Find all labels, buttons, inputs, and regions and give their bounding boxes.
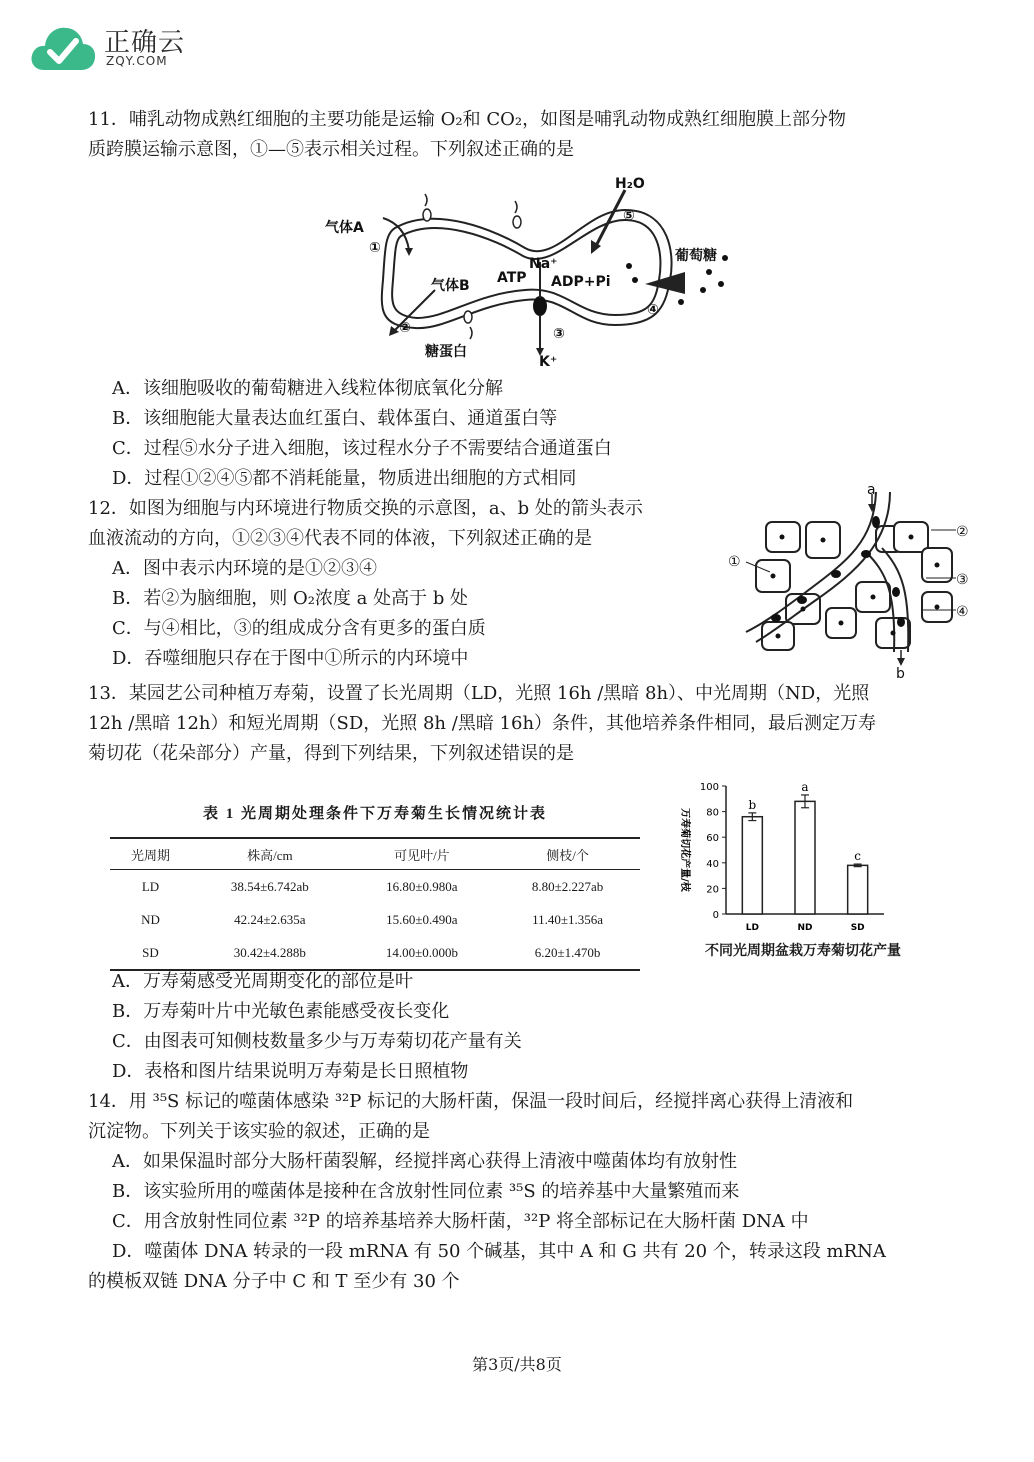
glycoprotein-label: 糖蛋白	[425, 344, 467, 360]
tissue-exchange-diagram	[726, 482, 976, 680]
q12-option-c: C．与④相比，③的组成成分含有更多的蛋白质	[112, 618, 486, 639]
q12-option-b: B．若②为脑细胞，则 O₂浓度 a 处高于 b 处	[112, 588, 469, 609]
table-cell: 15.60±0.490a	[386, 911, 458, 927]
q11-option-d: D．过程①②④⑤都不消耗能量，物质进出细胞的方式相同	[112, 468, 577, 489]
q12-stem-line2: 血液流动的方向，①②③④代表不同的体液，下列叙述正确的是	[88, 528, 592, 549]
table-cell: 30.42±4.288b	[191, 936, 349, 970]
table-cell: 14.00±0.000b	[349, 936, 495, 970]
q13-option-a: A．万寿菊感受光周期变化的部位是叶	[112, 971, 413, 992]
significance-letter: a	[801, 779, 809, 794]
significance-letter: b	[748, 797, 757, 812]
y-tick-label: 60	[706, 833, 719, 845]
atp-label: ATP	[497, 270, 527, 286]
bar	[795, 801, 815, 914]
table-cell: LD	[141, 878, 160, 894]
table-header: 侧枝/个	[495, 838, 640, 870]
cut-flower-yield-chart	[664, 776, 894, 942]
y-tick-label: 0	[712, 910, 719, 921]
adp-label: ADP+Pi	[551, 274, 611, 290]
fluid-3-label: ③	[956, 572, 969, 588]
flow-b-label: b	[896, 666, 905, 680]
table-cell: 11.40±1.356a	[532, 911, 603, 927]
process-4-label: ④	[647, 302, 659, 318]
fluid-1-label: ①	[728, 554, 741, 570]
y-tick-label: 80	[706, 807, 719, 819]
photoperiod-table	[110, 802, 640, 971]
na-label: Na⁺	[529, 256, 558, 272]
y-tick-label: 40	[706, 858, 719, 870]
fluid-2-label: ②	[956, 524, 969, 540]
q14-stem-line1: 14．用 ³⁵S 标记的噬菌体感染 ³²P 标记的大肠杆菌，保温一段时间后，经搅拌离心获得上清液和	[88, 1091, 854, 1112]
chart-title: 不同光周期盆栽万寿菊切花产量	[705, 943, 901, 959]
bar	[742, 817, 762, 914]
table-cell: 8.80±2.227ab	[531, 878, 604, 894]
q14-option-a: A．如果保温时部分大肠杆菌裂解，经搅拌离心获得上清液中噬菌体均有放射性	[112, 1151, 737, 1172]
x-tick-label: LD	[745, 923, 759, 933]
x-tick-label: ND	[797, 923, 813, 933]
q11-option-c: C．过程⑤水分子进入细胞，该过程水分子不需要结合通道蛋白	[112, 438, 612, 459]
bar	[848, 865, 868, 914]
q13-stem-line2: 12h /黑暗 12h）和短光周期（SD，光照 8h /黑暗 16h）条件，其他培养条件相同，最后测定万寿	[88, 713, 877, 734]
q11-option-b: B．该细胞能大量表达血红蛋白、载体蛋白、通道蛋白等	[112, 408, 558, 429]
h2o-label: H₂O	[615, 176, 645, 192]
gas-a-label: 气体A	[325, 220, 364, 236]
process-3-label: ③	[553, 326, 565, 342]
glucose-label: 葡萄糖	[675, 248, 717, 264]
q13-option-b: B．万寿菊叶片中光敏色素能感受夜长变化	[112, 1001, 450, 1022]
logo-cloud-icon	[30, 22, 96, 74]
logo-text: 正确云	[104, 28, 186, 58]
q12-option-d: D．吞噬细胞只存在于图中①所示的内环境中	[112, 648, 469, 669]
table-cell: 16.80±0.980a	[386, 878, 458, 894]
q14-option-c: C．用含放射性同位素 ³²P 的培养基培养大肠杆菌，³²P 将全部标记在大肠杆菌 DNA 中	[112, 1211, 809, 1232]
table-cell: 6.20±1.470b	[495, 936, 640, 970]
k-label: K⁺	[539, 354, 558, 370]
table-row	[110, 903, 640, 936]
flow-a-label: a	[867, 482, 876, 498]
q14-stem-line2: 沉淀物。下列关于该实验的叙述，正确的是	[88, 1121, 430, 1142]
q11-option-a: A．该细胞吸收的葡萄糖进入线粒体彻底氧化分解	[112, 378, 503, 399]
x-tick-label: SD	[850, 923, 865, 933]
table-cell: SD	[110, 936, 191, 970]
q11-stem-line1: 11．哺乳动物成熟红细胞的主要功能是运输 O₂和 CO₂，如图是哺乳动物成熟红细胞膜上部分物	[88, 109, 847, 130]
y-tick-label: 20	[706, 884, 719, 896]
table-title: 表 1 光周期处理条件下万寿菊生长情况统计表	[202, 806, 547, 822]
q12-option-a: A．图中表示内环境的是①②③④	[112, 558, 377, 579]
q14-option-d-line1: D．噬菌体 DNA 转录的一段 mRNA 有 50 个碱基，其中 A 和 G 共有 20 个，转录这段 mRNA	[112, 1241, 886, 1262]
q13-option-d: D．表格和图片结果说明万寿菊是长日照植物	[112, 1061, 469, 1082]
fluid-4-label: ④	[956, 604, 969, 620]
y-axis-label: 万寿菊切花产量/枝	[679, 808, 690, 892]
table-cell: 42.24±2.635a	[234, 911, 306, 927]
q13-option-c: C．由图表可知侧枝数量多少与万寿菊切花产量有关	[112, 1031, 522, 1052]
process-2-label: ②	[399, 320, 411, 336]
table-cell: ND	[141, 911, 160, 927]
q13-stem-line1: 13．某园艺公司种植万寿菊，设置了长光周期（LD，光照 16h /黑暗 8h）、中光周期（ND，光照	[88, 683, 870, 704]
q13-stem-line3: 菊切花（花朵部分）产量，得到下列结果，下列叙述错误的是	[88, 743, 574, 764]
q14-option-b: B．该实验所用的噬菌体是接种在含放射性同位素 ³⁵S 的培养基中大量繁殖而来	[112, 1181, 740, 1202]
q11-stem-line2: 质跨膜运输示意图，①—⑤表示相关过程。下列叙述正确的是	[88, 139, 574, 160]
logo-domain: ZQY.COM	[106, 54, 168, 68]
table-row	[110, 870, 640, 904]
table-header: 可见叶/片	[349, 838, 495, 870]
table-row	[110, 936, 640, 970]
q14-option-d-line2: 的模板双链 DNA 分子中 C 和 T 至少有 30 个	[88, 1271, 460, 1292]
table-cell: 38.54±6.742ab	[230, 878, 309, 894]
gas-b-label: 气体B	[431, 278, 470, 294]
y-tick-label: 100	[699, 782, 719, 793]
red-cell-membrane-diagram	[325, 170, 745, 370]
table-header: 株高/cm	[191, 838, 349, 870]
q12-stem-line1: 12．如图为细胞与内环境进行物质交换的示意图，a、b 处的箭头表示	[88, 498, 643, 519]
table-header: 光周期	[110, 838, 191, 870]
process-5-label: ⑤	[623, 208, 635, 224]
page-number: 第3页/共8页	[472, 1355, 562, 1374]
process-1-label: ①	[369, 240, 381, 256]
significance-letter: c	[854, 849, 862, 864]
